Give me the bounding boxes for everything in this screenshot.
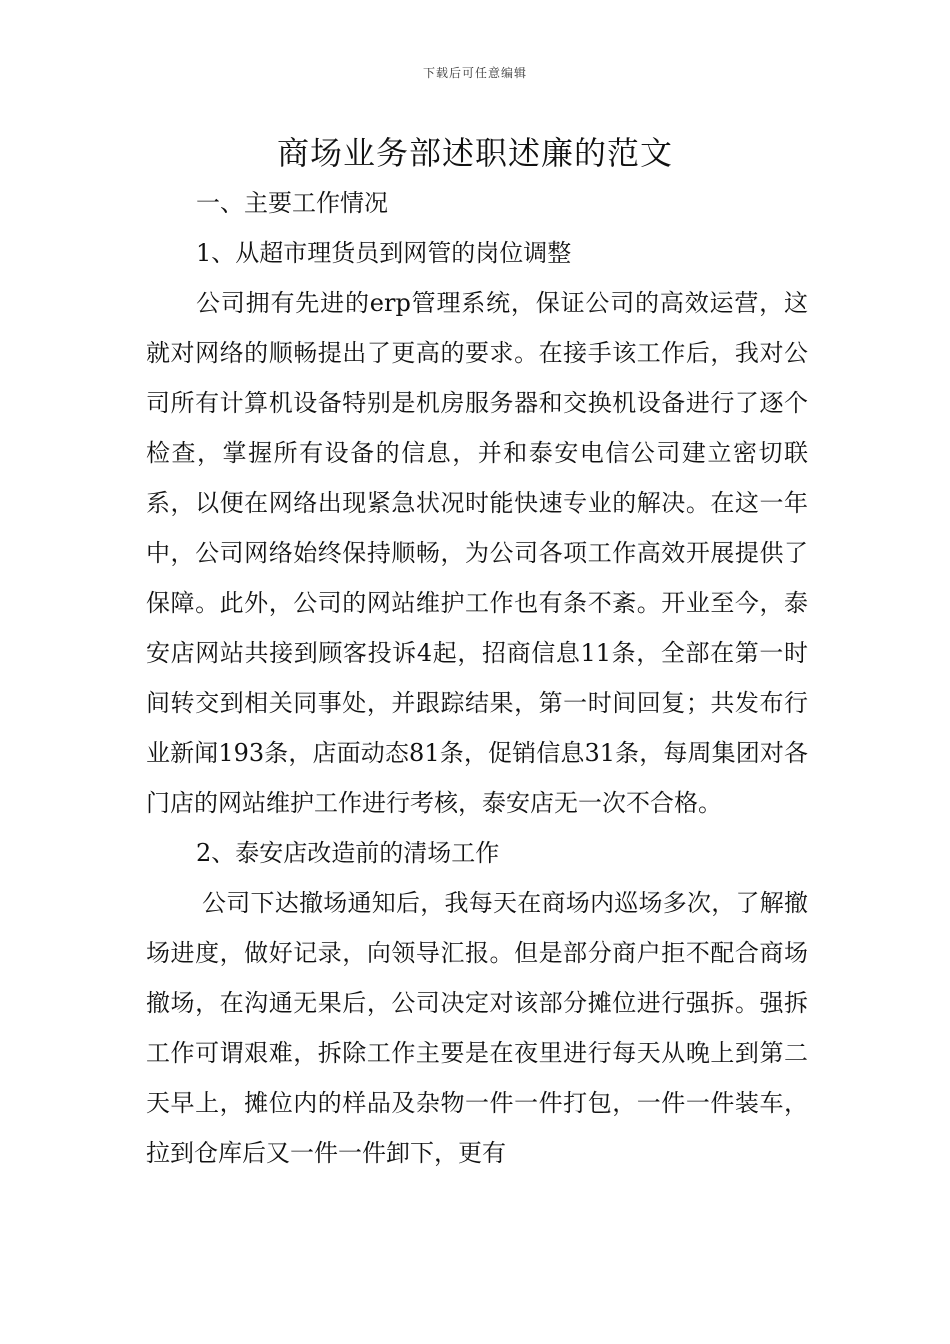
subsection-heading: 1、从超市理货员到网管的岗位调整 <box>196 239 572 267</box>
document-title: 商场业务部述职述廉的范文 <box>276 134 673 172</box>
subsection-heading: 2、泰安店改造前的清场工作 <box>196 839 500 867</box>
section-heading: 一、主要工作情况 <box>196 189 388 217</box>
document-body <box>146 178 808 1178</box>
body-paragraph: 公司下达撤场通知后，我每天在商场内巡场多次，了解撤场进度，做好记录，向领导汇报。但是部分商户拒不配合商场撤场，在沟通无果后，公司决定对该部分摊位进行强拆。强拆工作可谓艰难，拆除工作主要是在夜里进行每天从晚上到第二天早上，摊位内的样品及杂物一件一件打包，一件一件装车，拉到仓库后又一件一件卸下，更有 <box>146 889 808 1167</box>
header-note: 下载后可任意编辑 <box>422 66 527 80</box>
body-paragraph: 公司拥有先进的erp管理系统，保证公司的高效运营，这就对网络的顺畅提出了更高的要求。在接手该工作后，我对公司所有计算机设备特别是机房服务器和交换机设备进行了逐个检查，掌握所有设备的信息，并和泰安电信公司建立密切联系，以便在网络出现紧急状况时能快速专业的解决。在这一年中，公司网络始终保持顺畅，为公司各项工作高效开展提供了保障。此外，公司的网站维护工作也有条不紊。开业至今，泰安店网站共接到顾客投诉4起，招商信息11条，全部在第一时间转交到相关同事处，并跟踪结果，第一时间回复；共发布行业新闻193条，店面动态81条，促销信息31条，每周集团对各门店的网站维护工作进行考核，泰安店无一次不合格。 <box>146 289 808 817</box>
